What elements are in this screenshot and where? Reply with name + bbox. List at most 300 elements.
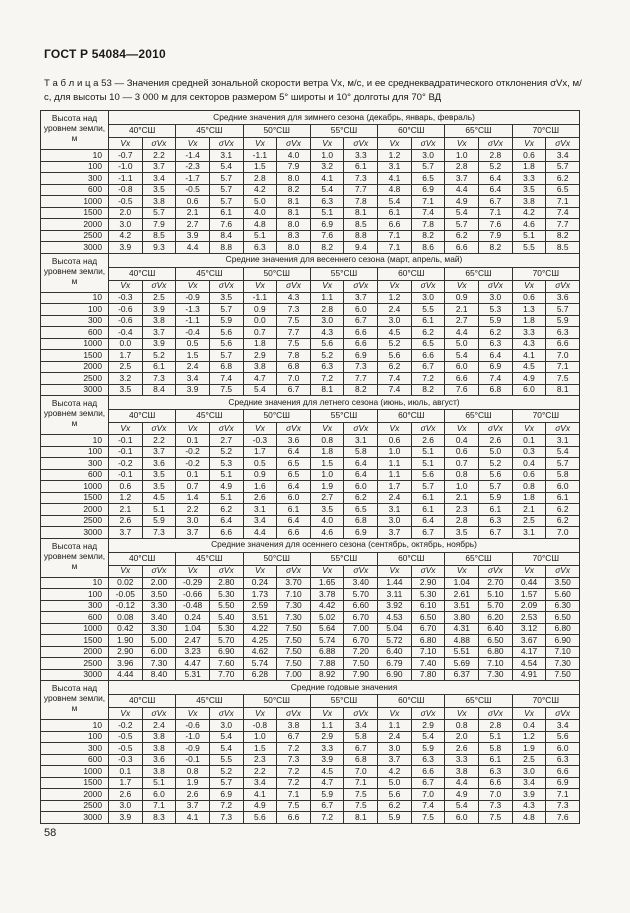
latitude-header: 65°СШ: [445, 552, 512, 565]
value-cell: 6.9: [479, 361, 513, 373]
value-cell: 3.70: [277, 577, 311, 589]
value-cell: 1.90: [109, 635, 143, 647]
value-cell: 7.90: [344, 669, 378, 681]
value-cell: 5.1: [512, 230, 546, 242]
col-sigma-header: σVx: [142, 565, 176, 577]
value-cell: 0.7: [176, 481, 210, 493]
value-cell: 4.4: [445, 184, 479, 196]
value-cell: 7.6: [209, 219, 243, 231]
col-vx-header: Vx: [445, 423, 479, 435]
value-cell: 8.1: [310, 384, 344, 396]
value-cell: 4.17: [512, 646, 546, 658]
latitude-header: 55°СШ: [310, 267, 377, 280]
value-cell: 4.1: [378, 173, 412, 185]
col-vx-header: Vx: [445, 708, 479, 720]
height-cell: 2000: [41, 504, 109, 516]
col-vx-header: Vx: [243, 423, 277, 435]
value-cell: 7.4: [411, 800, 445, 812]
value-cell: 7.50: [546, 669, 580, 681]
value-cell: 5.7: [209, 350, 243, 362]
col-vx-header: Vx: [310, 280, 344, 292]
height-cell: 100: [41, 731, 109, 743]
value-cell: 1.5: [176, 350, 210, 362]
latitude-header: 40°СШ: [109, 410, 176, 423]
value-cell: -0.48: [176, 600, 210, 612]
value-cell: 5.5: [512, 242, 546, 254]
value-cell: 4.5: [142, 492, 176, 504]
value-cell: 1.5: [310, 458, 344, 470]
value-cell: 6.3: [546, 754, 580, 766]
col-vx-header: Vx: [445, 565, 479, 577]
value-cell: 3.5: [209, 292, 243, 304]
value-cell: -1.3: [176, 304, 210, 316]
col-sigma-header: σVx: [142, 423, 176, 435]
value-cell: 7.1: [344, 777, 378, 789]
col-vx-header: Vx: [378, 708, 412, 720]
col-sigma-header: σVx: [277, 423, 311, 435]
value-cell: 2.2: [142, 435, 176, 447]
value-cell: 6.1: [479, 504, 513, 516]
value-cell: 0.4: [512, 720, 546, 732]
value-cell: 5.6: [209, 338, 243, 350]
col-sigma-header: σVx: [479, 565, 513, 577]
value-cell: 0.6: [445, 446, 479, 458]
col-vx-header: Vx: [176, 138, 210, 150]
value-cell: -1.4: [176, 150, 210, 162]
value-cell: 5.7: [479, 481, 513, 493]
value-cell: 4.91: [512, 669, 546, 681]
value-cell: 6.5: [546, 184, 580, 196]
value-cell: 6.3: [479, 515, 513, 527]
latitude-header: 40°СШ: [109, 125, 176, 138]
value-cell: 7.4: [378, 384, 412, 396]
value-cell: 7.2: [411, 373, 445, 385]
value-cell: 2.1: [512, 504, 546, 516]
value-cell: 6.4: [479, 173, 513, 185]
value-cell: -1.7: [176, 173, 210, 185]
value-cell: 3.6: [142, 754, 176, 766]
value-cell: 7.20: [344, 646, 378, 658]
col-vx-header: Vx: [310, 708, 344, 720]
value-cell: 6.50: [546, 612, 580, 624]
col-sigma-header: σVx: [479, 280, 513, 292]
value-cell: 1.1: [378, 469, 412, 481]
height-cell: 1000: [41, 338, 109, 350]
value-cell: 4.4: [445, 327, 479, 339]
value-cell: 8.8: [344, 230, 378, 242]
col-sigma-header: σVx: [344, 423, 378, 435]
value-cell: 3.4: [243, 515, 277, 527]
value-cell: 5.7: [411, 481, 445, 493]
latitude-row: [41, 125, 580, 138]
value-cell: 4.62: [243, 646, 277, 658]
col-vx-header: Vx: [512, 565, 546, 577]
value-cell: 3.6: [546, 292, 580, 304]
value-cell: 2.6: [243, 492, 277, 504]
value-cell: 8.1: [546, 384, 580, 396]
value-cell: -0.7: [109, 150, 143, 162]
value-cell: 5.1: [411, 446, 445, 458]
value-cell: 3.3: [310, 743, 344, 755]
column-subheader-row: [41, 138, 580, 150]
value-cell: 6.6: [344, 338, 378, 350]
value-cell: 6.4: [344, 458, 378, 470]
latitude-row: [41, 552, 580, 565]
value-cell: 4.44: [109, 669, 143, 681]
value-cell: 5.7: [546, 161, 580, 173]
value-cell: 8.1: [344, 812, 378, 824]
value-cell: -0.2: [109, 720, 143, 732]
value-cell: 5.3: [479, 304, 513, 316]
value-cell: 2.7: [176, 219, 210, 231]
value-cell: 8.1: [344, 207, 378, 219]
latitude-header: 60°СШ: [378, 267, 445, 280]
value-cell: 1.6: [243, 481, 277, 493]
table-row: [41, 446, 580, 458]
value-cell: 7.6: [479, 219, 513, 231]
table-row: [41, 315, 580, 327]
col-vx-header: Vx: [310, 138, 344, 150]
col-vx-header: Vx: [378, 138, 412, 150]
col-vx-header: Vx: [310, 565, 344, 577]
value-cell: 6.6: [546, 766, 580, 778]
value-cell: 6.0: [445, 812, 479, 824]
value-cell: 3.3: [512, 173, 546, 185]
section-title: Средние годовые значения: [109, 681, 580, 695]
wind-speed-table: [40, 110, 580, 824]
value-cell: 0.1: [176, 469, 210, 481]
value-cell: 0.6: [512, 292, 546, 304]
value-cell: 4.5: [512, 361, 546, 373]
height-cell: 100: [41, 161, 109, 173]
value-cell: 4.4: [176, 242, 210, 254]
value-cell: 8.40: [142, 669, 176, 681]
value-cell: 6.9: [344, 350, 378, 362]
value-cell: 2.5: [142, 292, 176, 304]
value-cell: 3.51: [445, 600, 479, 612]
value-cell: 5.70: [209, 635, 243, 647]
latitude-header: 55°СШ: [310, 695, 377, 708]
value-cell: 6.5: [411, 173, 445, 185]
table-row: [41, 219, 580, 231]
value-cell: 8.5: [546, 242, 580, 254]
height-cell: 2000: [41, 789, 109, 801]
latitude-header: 65°СШ: [445, 125, 512, 138]
table-row: [41, 242, 580, 254]
value-cell: 0.8: [445, 469, 479, 481]
value-cell: 5.72: [378, 635, 412, 647]
value-cell: 6.7: [277, 731, 311, 743]
height-cell: 1500: [41, 492, 109, 504]
value-cell: 5.40: [209, 612, 243, 624]
table-row: [41, 338, 580, 350]
table-row: [41, 658, 580, 670]
value-cell: 5.4: [445, 207, 479, 219]
value-cell: 4.8: [378, 184, 412, 196]
height-cell: 1500: [41, 635, 109, 647]
value-cell: 3.5: [142, 481, 176, 493]
document-header: ГОСТ Р 54084—2010: [44, 47, 166, 61]
table-row: [41, 612, 580, 624]
table-row: [41, 361, 580, 373]
value-cell: 6.8: [479, 384, 513, 396]
col-sigma-header: σVx: [209, 138, 243, 150]
value-cell: 2.1: [445, 492, 479, 504]
value-cell: 1.8: [310, 446, 344, 458]
col-vx-header: Vx: [512, 138, 546, 150]
col-sigma-header: σVx: [411, 138, 445, 150]
value-cell: 6.9: [344, 527, 378, 539]
value-cell: -0.1: [109, 446, 143, 458]
column-subheader-row: [41, 280, 580, 292]
height-header: Высота над уровнем земли, м: [41, 396, 109, 435]
value-cell: 0.6: [378, 435, 412, 447]
value-cell: 1.2: [109, 492, 143, 504]
value-cell: 7.3: [277, 754, 311, 766]
value-cell: 3.23: [176, 646, 210, 658]
value-cell: 5.5: [209, 754, 243, 766]
col-sigma-header: σVx: [209, 280, 243, 292]
value-cell: 7.9: [142, 219, 176, 231]
value-cell: 8.2: [411, 230, 445, 242]
value-cell: 3.9: [109, 812, 143, 824]
value-cell: 3.3: [445, 754, 479, 766]
value-cell: -1.1: [109, 173, 143, 185]
col-sigma-header: σVx: [411, 708, 445, 720]
value-cell: 6.2: [546, 515, 580, 527]
value-cell: 6.60: [344, 600, 378, 612]
value-cell: 1.0: [378, 446, 412, 458]
value-cell: 6.1: [479, 754, 513, 766]
value-cell: 1.0: [445, 150, 479, 162]
latitude-header: 60°СШ: [378, 552, 445, 565]
section-title: Средние значения для зимнего сезона (декабрь, январь, февраль): [109, 111, 580, 125]
value-cell: 4.7: [243, 373, 277, 385]
value-cell: 5.4: [243, 384, 277, 396]
value-cell: 7.1: [378, 230, 412, 242]
value-cell: 6.2: [378, 361, 412, 373]
value-cell: 2.9: [243, 350, 277, 362]
value-cell: 7.3: [142, 373, 176, 385]
value-cell: 0.1: [109, 766, 143, 778]
value-cell: 0.6: [512, 150, 546, 162]
value-cell: -1.1: [176, 315, 210, 327]
value-cell: 6.8: [277, 361, 311, 373]
value-cell: 6.5: [411, 338, 445, 350]
col-sigma-header: σVx: [546, 423, 580, 435]
value-cell: 4.1: [512, 350, 546, 362]
value-cell: 4.8: [512, 812, 546, 824]
value-cell: 2.4: [176, 361, 210, 373]
value-cell: 4.88: [445, 635, 479, 647]
col-sigma-header: σVx: [142, 708, 176, 720]
value-cell: 7.40: [411, 658, 445, 670]
value-cell: 0.9: [243, 469, 277, 481]
value-cell: 1.0: [310, 469, 344, 481]
value-cell: 3.3: [344, 150, 378, 162]
value-cell: 4.1: [243, 789, 277, 801]
value-cell: 5.4: [209, 743, 243, 755]
value-cell: 0.4: [445, 435, 479, 447]
value-cell: 5.6: [243, 812, 277, 824]
value-cell: 0.4: [512, 458, 546, 470]
value-cell: 3.7: [176, 527, 210, 539]
value-cell: 3.2: [109, 373, 143, 385]
value-cell: 4.22: [243, 623, 277, 635]
value-cell: 8.2: [411, 384, 445, 396]
value-cell: 5.7: [411, 161, 445, 173]
value-cell: 2.2: [142, 150, 176, 162]
value-cell: 1.7: [378, 481, 412, 493]
latitude-header: 50°СШ: [243, 267, 310, 280]
height-cell: 10: [41, 577, 109, 589]
value-cell: 7.30: [277, 612, 311, 624]
value-cell: 5.4: [445, 800, 479, 812]
value-cell: 7.9: [277, 161, 311, 173]
value-cell: 1.57: [512, 589, 546, 601]
value-cell: 7.88: [310, 658, 344, 670]
value-cell: 3.1: [546, 435, 580, 447]
value-cell: 5.9: [209, 315, 243, 327]
value-cell: 6.3: [411, 754, 445, 766]
value-cell: 3.5: [109, 384, 143, 396]
value-cell: 5.8: [344, 731, 378, 743]
col-sigma-header: σVx: [411, 280, 445, 292]
height-cell: 10: [41, 292, 109, 304]
value-cell: 6.5: [277, 469, 311, 481]
value-cell: 7.1: [546, 196, 580, 208]
section-title-row: [41, 681, 580, 695]
value-cell: 6.0: [546, 743, 580, 755]
value-cell: 6.0: [344, 304, 378, 316]
value-cell: 3.8: [142, 731, 176, 743]
latitude-header: 70°СШ: [512, 410, 579, 423]
value-cell: -0.9: [176, 743, 210, 755]
height-cell: 2500: [41, 658, 109, 670]
value-cell: 8.2: [479, 242, 513, 254]
value-cell: 7.8: [277, 350, 311, 362]
value-cell: 6.00: [142, 646, 176, 658]
latitude-header: 40°СШ: [109, 695, 176, 708]
value-cell: 6.9: [310, 219, 344, 231]
height-cell: 2000: [41, 646, 109, 658]
value-cell: 3.6: [277, 435, 311, 447]
height-cell: 2500: [41, 800, 109, 812]
value-cell: 8.3: [142, 812, 176, 824]
value-cell: 7.30: [479, 669, 513, 681]
value-cell: 7.1: [411, 196, 445, 208]
value-cell: 5.9: [479, 315, 513, 327]
col-vx-header: Vx: [378, 565, 412, 577]
value-cell: 6.40: [378, 646, 412, 658]
table-row: [41, 669, 580, 681]
value-cell: 7.0: [546, 527, 580, 539]
value-cell: 6.0: [277, 492, 311, 504]
value-cell: 3.7: [176, 800, 210, 812]
section-title-row: [41, 253, 580, 267]
value-cell: 5.6: [378, 350, 412, 362]
value-cell: 6.8: [344, 754, 378, 766]
latitude-header: 65°СШ: [445, 695, 512, 708]
value-cell: 4.2: [109, 230, 143, 242]
value-cell: 3.8: [142, 766, 176, 778]
value-cell: -0.1: [109, 435, 143, 447]
value-cell: 6.3: [243, 242, 277, 254]
height-cell: 10: [41, 720, 109, 732]
value-cell: 6.2: [479, 327, 513, 339]
value-cell: 8.4: [142, 384, 176, 396]
value-cell: 8.5: [142, 230, 176, 242]
value-cell: 5.10: [479, 589, 513, 601]
value-cell: 2.5: [109, 361, 143, 373]
col-vx-header: Vx: [243, 565, 277, 577]
value-cell: 3.50: [142, 589, 176, 601]
value-cell: 3.5: [512, 184, 546, 196]
value-cell: 2.9: [310, 731, 344, 743]
value-cell: 5.74: [243, 658, 277, 670]
value-cell: 6.4: [277, 446, 311, 458]
value-cell: 3.30: [142, 600, 176, 612]
value-cell: 2.6: [411, 435, 445, 447]
value-cell: 1.1: [310, 720, 344, 732]
value-cell: 7.5: [209, 384, 243, 396]
value-cell: 2.59: [243, 600, 277, 612]
value-cell: 7.0: [277, 373, 311, 385]
latitude-header: 50°СШ: [243, 410, 310, 423]
table-row: [41, 635, 580, 647]
latitude-header: 45°СШ: [176, 695, 243, 708]
value-cell: 2.7: [209, 435, 243, 447]
value-cell: 7.30: [277, 600, 311, 612]
value-cell: 5.9: [479, 492, 513, 504]
value-cell: 3.30: [142, 623, 176, 635]
value-cell: 4.7: [310, 777, 344, 789]
height-cell: 100: [41, 589, 109, 601]
value-cell: 6.8: [344, 515, 378, 527]
value-cell: 4.25: [243, 635, 277, 647]
col-sigma-header: σVx: [277, 708, 311, 720]
value-cell: 1.2: [378, 150, 412, 162]
value-cell: 1.0: [243, 731, 277, 743]
value-cell: 5.4: [411, 731, 445, 743]
value-cell: 2.0: [445, 731, 479, 743]
height-cell: 3000: [41, 384, 109, 396]
table-row: [41, 435, 580, 447]
value-cell: 5.7: [209, 777, 243, 789]
value-cell: 7.5: [277, 338, 311, 350]
height-cell: 600: [41, 327, 109, 339]
value-cell: 3.5: [310, 504, 344, 516]
table-row: [41, 527, 580, 539]
table-row: [41, 292, 580, 304]
col-vx-header: Vx: [109, 423, 143, 435]
value-cell: -1.0: [109, 161, 143, 173]
value-cell: 3.4: [142, 173, 176, 185]
height-cell: 1000: [41, 196, 109, 208]
value-cell: 2.6: [109, 789, 143, 801]
value-cell: 6.7: [344, 743, 378, 755]
value-cell: 5.30: [209, 589, 243, 601]
value-cell: 2.5: [512, 754, 546, 766]
value-cell: 6.80: [546, 623, 580, 635]
value-cell: 3.5: [142, 469, 176, 481]
value-cell: 6.80: [411, 635, 445, 647]
col-sigma-header: σVx: [344, 565, 378, 577]
value-cell: 4.42: [310, 600, 344, 612]
table-row: [41, 515, 580, 527]
value-cell: 5.7: [209, 196, 243, 208]
value-cell: 5.2: [479, 458, 513, 470]
